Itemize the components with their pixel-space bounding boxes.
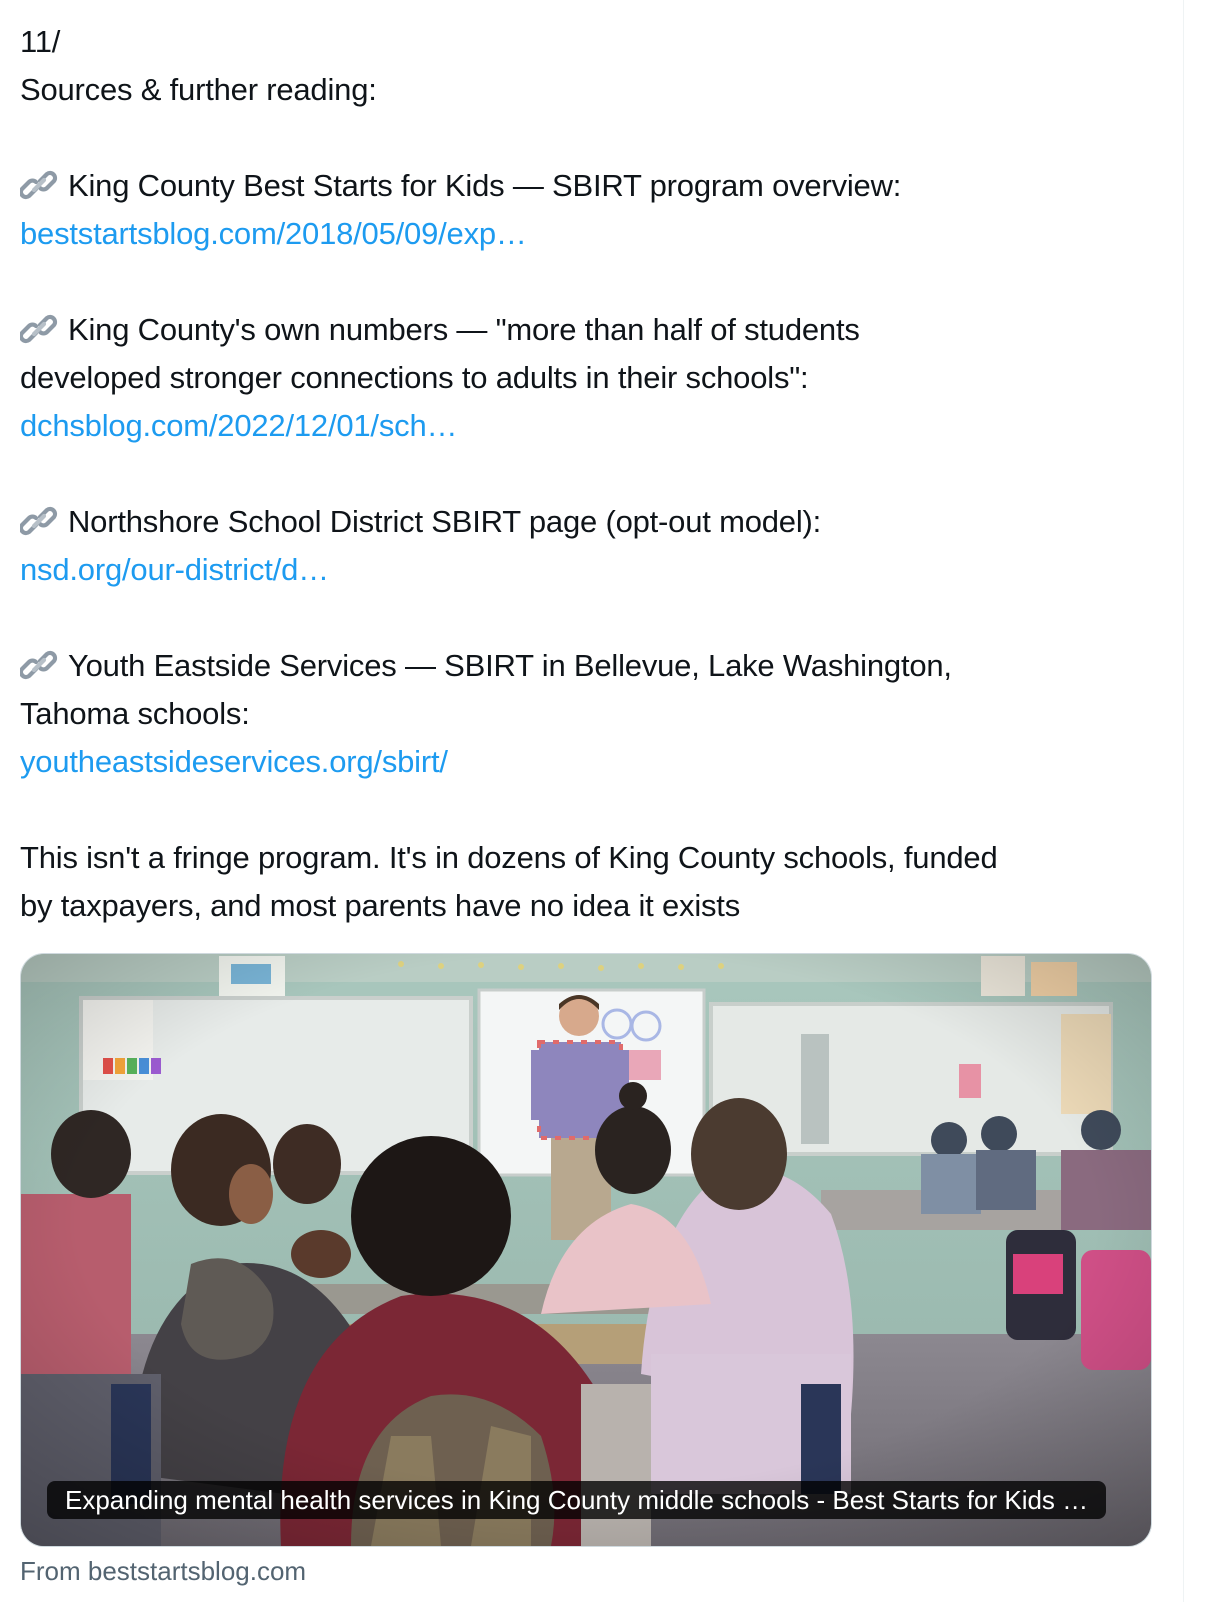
link-icon <box>20 650 58 680</box>
source-entry <box>20 498 1160 594</box>
source-label: King County's own numbers — "more than half of students <box>68 312 860 347</box>
card-source-domain[interactable]: From beststartsblog.com <box>20 1556 307 1586</box>
source-link-dchsblog[interactable]: dchsblog.com/2022/12/01/sch… <box>20 408 458 443</box>
source-label: King County Best Starts for Kids — SBIRT program overview: <box>68 168 902 203</box>
source-entry <box>20 162 1160 258</box>
source-link-youtheastside[interactable]: youtheastsideservices.org/sbirt/ <box>20 744 448 779</box>
source-label: Youth Eastside Services — SBIRT in Bellevue, Lake Washington, <box>68 648 952 683</box>
source-label-continued: developed stronger connections to adults in their schools": <box>20 360 809 395</box>
source-label: Northshore School District SBIRT page (opt-out model): <box>68 504 822 539</box>
sources-heading: Sources & further reading: <box>20 72 377 107</box>
card-title-caption: Expanding mental health services in King County middle schools - Best Starts for Kids … <box>47 1481 1106 1519</box>
source-link-nsd[interactable]: nsd.org/our-district/d… <box>20 552 329 587</box>
link-icon <box>20 170 58 200</box>
source-link-beststartsblog[interactable]: beststartsblog.com/2018/05/09/exp… <box>20 216 527 251</box>
link-icon <box>20 314 58 344</box>
thread-index: 11/ <box>20 24 61 59</box>
source-entry <box>20 306 1160 450</box>
link-preview-card[interactable] <box>20 953 1152 1547</box>
timeline-column-divider <box>1183 0 1184 1602</box>
closing-text-line: by taxpayers, and most parents have no idea it exists <box>20 888 741 923</box>
source-label-continued: Tahoma schools: <box>20 696 250 731</box>
classroom-photo <box>21 954 1151 1546</box>
source-entry <box>20 642 1160 786</box>
tweet-text <box>20 18 1160 930</box>
link-icon <box>20 506 58 536</box>
closing-text-line: This isn't a fringe program. It's in dozens of King County schools, funded <box>20 840 998 875</box>
